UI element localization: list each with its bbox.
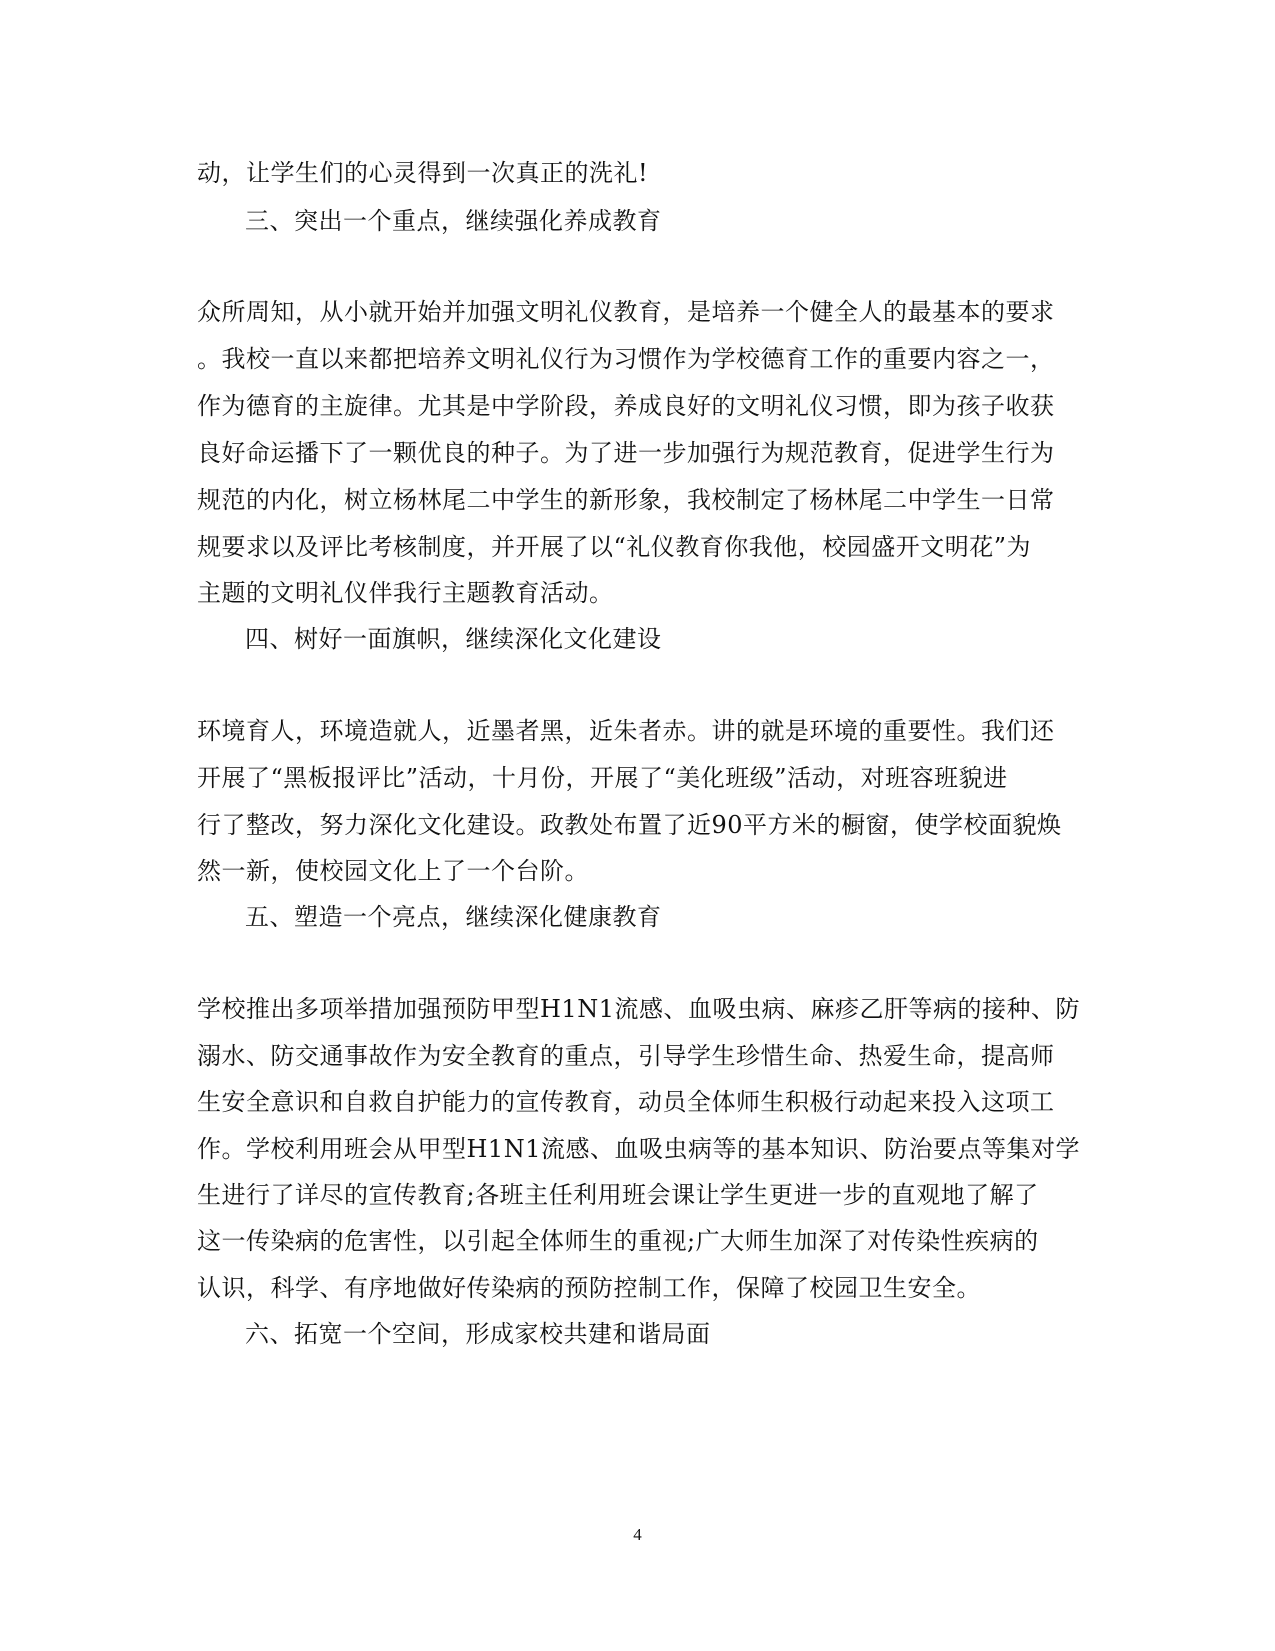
text-line: 作为德育的主旋律。尤其是中学阶段，养成良好的文明礼仪习惯，即为孩子收获 bbox=[197, 392, 1055, 420]
text-line: 行了整改，努力深化文化建设。政教处布置了近90平方米的橱窗，使学校面貌焕 bbox=[197, 811, 1062, 839]
text-line: 动，让学生们的心灵得到一次真正的洗礼! bbox=[197, 159, 649, 187]
text-line: 这一传染病的危害性，以引起全体师生的重视;广大师生加深了对传染性疾病的 bbox=[197, 1227, 1039, 1255]
text-line: 然一新，使校园文化上了一个台阶。 bbox=[197, 857, 589, 885]
text-line: 良好命运播下了一颗优良的种子。为了进一步加强行为规范教育，促进学生行为 bbox=[197, 439, 1055, 467]
page-number: 4 bbox=[633, 1525, 642, 1544]
text-line: 环境育人，环境造就人，近墨者黑，近朱者赤。讲的就是环境的重要性。我们还 bbox=[197, 717, 1055, 745]
text-line: 众所周知，从小就开始并加强文明礼仪教育，是培养一个健全人的最基本的要求 bbox=[197, 298, 1055, 326]
text-line: 生安全意识和自救自护能力的宣传教育，动员全体师生积极行动起来投入这项工 bbox=[197, 1088, 1055, 1116]
section-heading-6: 六、拓宽一个空间，形成家校共建和谐局面 bbox=[245, 1320, 711, 1348]
text-line: 主题的文明礼仪伴我行主题教育活动。 bbox=[197, 579, 614, 607]
text-line: 学校推出多项举措加强预防甲型H1N1流感、血吸虫病、麻疹乙肝等病的接种、防 bbox=[197, 995, 1080, 1023]
text-line: 。我校一直以来都把培养文明礼仪行为习惯作为学校德育工作的重要内容之一， bbox=[197, 345, 1055, 373]
text-line: 规要求以及评比考核制度，并开展了以“礼仪教育你我他，校园盛开文明花”为 bbox=[197, 533, 1032, 561]
text-line: 作。学校利用班会从甲型H1N1流感、血吸虫病等的基本知识、防治要点等集对学 bbox=[197, 1135, 1080, 1163]
section-heading-4: 四、树好一面旗帜，继续深化文化建设 bbox=[245, 625, 662, 653]
section-heading-5: 五、塑造一个亮点，继续深化健康教育 bbox=[245, 903, 662, 931]
section-heading-3: 三、突出一个重点，继续强化养成教育 bbox=[245, 207, 662, 235]
text-line: 认识，科学、有序地做好传染病的预防控制工作，保障了校园卫生安全。 bbox=[197, 1274, 981, 1302]
text-line: 开展了“黑板报评比”活动，十月份，开展了“美化班级”活动，对班容班貌进 bbox=[197, 764, 1008, 792]
text-line: 生进行了详尽的宣传教育;各班主任利用班会课让学生更进一步的直观地了解了 bbox=[197, 1181, 1039, 1209]
text-line: 规范的内化，树立杨林尾二中学生的新形象，我校制定了杨林尾二中学生一日常 bbox=[197, 486, 1055, 514]
text-line: 溺水、防交通事故作为安全教育的重点，引导学生珍惜生命、热爱生命，提高师 bbox=[197, 1042, 1055, 1070]
